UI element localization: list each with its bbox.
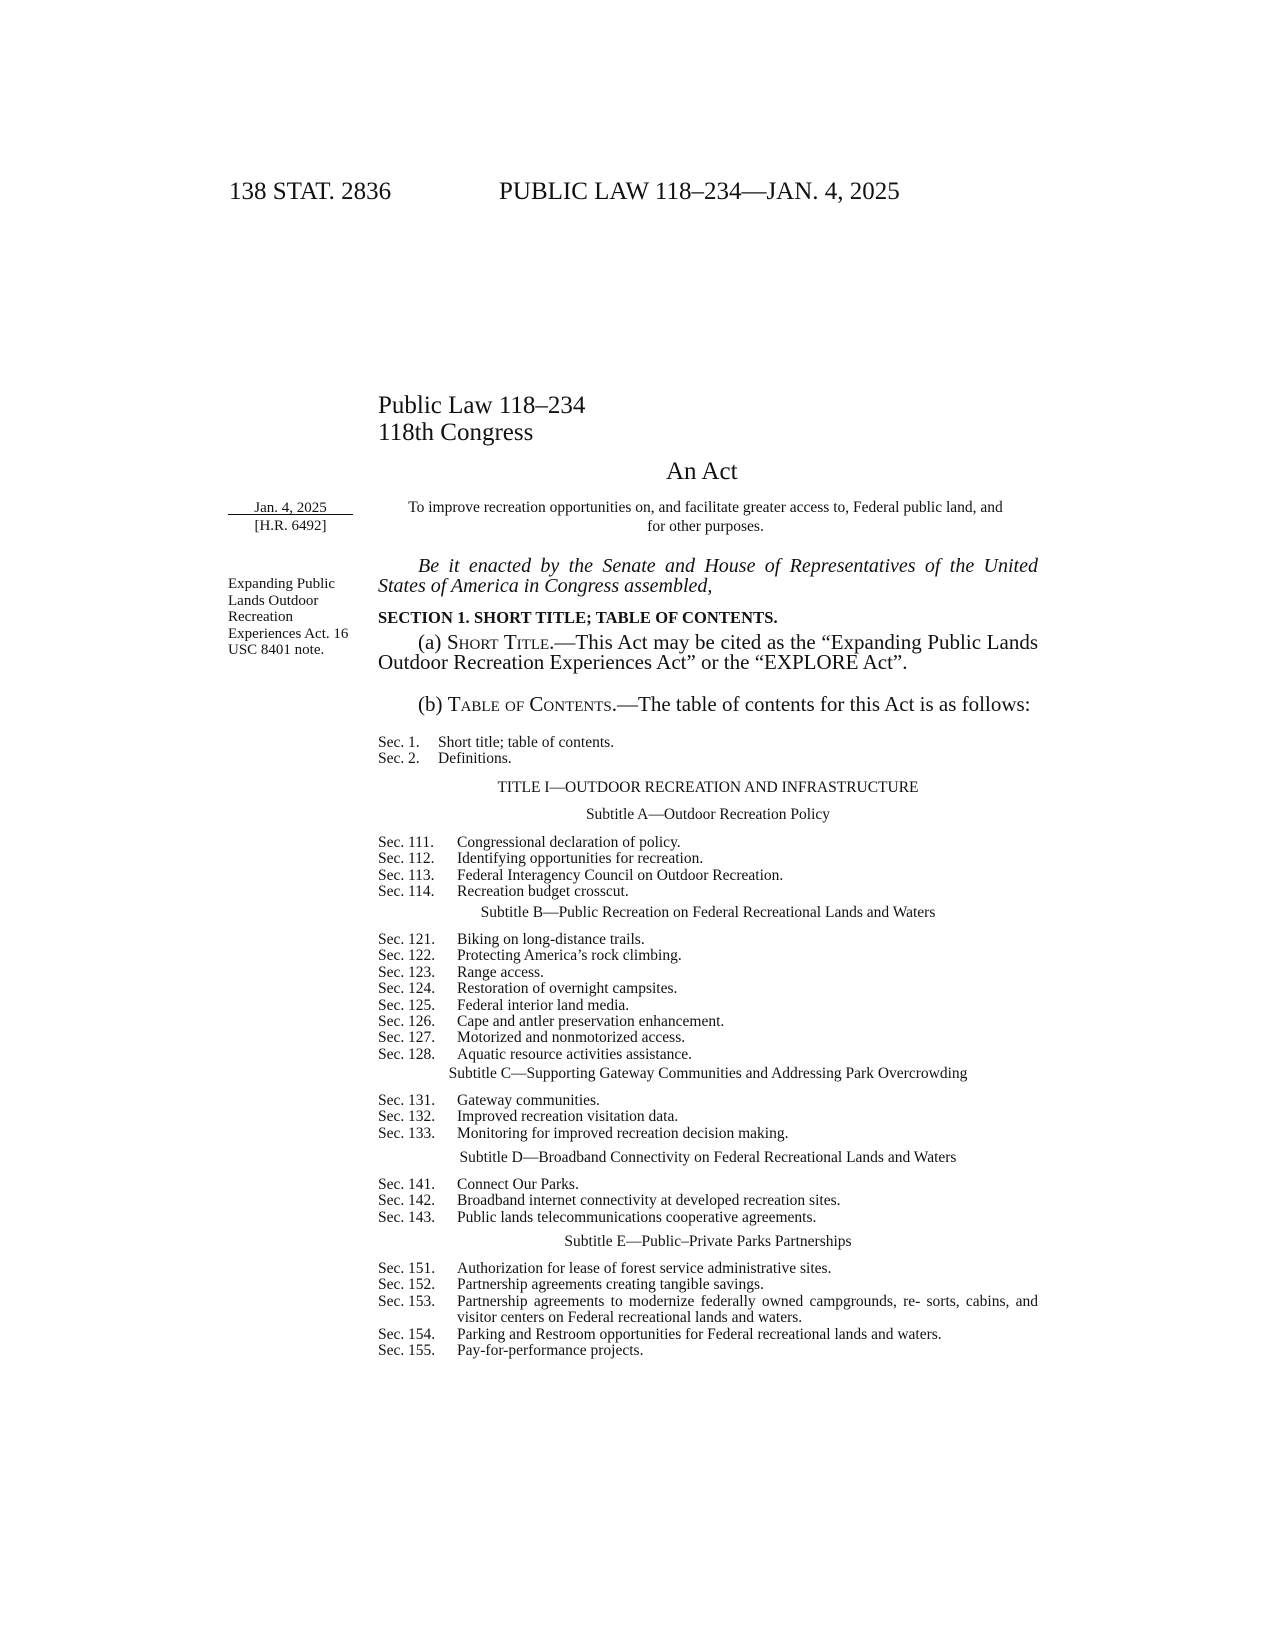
toc-sec-label: Sec. <box>378 963 405 981</box>
toc-sec-title: Public lands telecommunications cooperative agreements. <box>457 1208 817 1226</box>
toc-sec-number: 127. <box>408 1029 436 1047</box>
toc-entry <box>378 965 1038 981</box>
toc-sec-title: Recreation budget crosscut. <box>457 883 629 901</box>
sidenote-bill-number: [H.R. 6492] <box>228 514 353 535</box>
toc-entry <box>378 1210 1038 1226</box>
toc-subtitle-b-list <box>378 932 1038 1063</box>
toc-subtitle-c: Subtitle C—Supporting Gateway Communities and Addressing Park Overcrowding <box>448 1065 968 1082</box>
toc-sec-label: Sec. <box>378 883 405 901</box>
toc-entry <box>378 1343 1038 1359</box>
toc-sec-title: Federal Interagency Council on Outdoor Recreation. <box>457 866 784 884</box>
toc-sec-number: 111. <box>408 834 434 851</box>
toc-sec-number: 133. <box>408 1124 436 1142</box>
toc-sec-label: Sec. <box>378 1292 405 1310</box>
toc-sec-label: Sec. <box>378 947 405 965</box>
toc-sec-title: Partnership agreements creating tangible savings. <box>457 1276 764 1294</box>
paragraph-table-of-contents <box>378 694 1038 714</box>
paragraph-short-title <box>378 632 1038 672</box>
toc-entry <box>378 1294 1038 1327</box>
toc-sec-label: Sec. <box>378 980 405 998</box>
toc-subtitle-a: Subtitle A—Outdoor Recreation Policy <box>585 806 831 823</box>
toc-sec-label: Sec. <box>378 850 405 868</box>
toc-entry <box>378 1126 1038 1142</box>
toc-entry <box>378 1261 1038 1277</box>
toc-sec-label: Sec. <box>378 1045 405 1063</box>
toc-sec-title: Range access. <box>457 963 544 981</box>
toc-sec-title: Motorized and nonmotorized access. <box>457 1029 686 1047</box>
toc-sec-title: Identifying opportunities for recreation. <box>457 850 704 868</box>
toc-sec-title: Congressional declaration of policy. <box>457 834 681 851</box>
toc-sec-number: 1. <box>408 734 420 751</box>
toc-sec-label: Sec. <box>378 750 405 768</box>
toc-subtitle-a-list <box>378 835 1038 901</box>
toc-subtitle-d: Subtitle D—Broadband Connectivity on Federal Recreational Lands and Waters <box>459 1149 957 1166</box>
toc-entry <box>378 981 1038 997</box>
toc-sec-number: 113. <box>408 866 435 884</box>
sidenote-short-title: Expanding Public Lands Outdoor Recreation Experiences Act. 16 USC 8401 note. <box>228 576 349 659</box>
toc-subtitle-e: Subtitle E—Public–Private Parks Partnerships <box>564 1233 852 1250</box>
toc-entry <box>378 751 1038 767</box>
toc-sec-title: Pay-for-performance projects. <box>457 1342 644 1360</box>
toc-sec-label: Sec. <box>378 1013 405 1031</box>
toc-entry <box>378 1030 1038 1046</box>
toc-sec-number: 126. <box>408 1013 436 1031</box>
toc-sec-number: 131. <box>408 1092 436 1109</box>
toc-sec-number: 153. <box>408 1292 436 1310</box>
running-header: PUBLIC LAW 118–234—JAN. 4, 2025 <box>499 178 900 205</box>
toc-entry <box>378 735 1038 751</box>
toc-title-1: TITLE I—OUTDOOR RECREATION AND INFRASTRUCTURE <box>497 779 919 796</box>
para-b-label: (b) <box>418 692 448 716</box>
toc-sec-label: Sec. <box>378 996 405 1014</box>
toc-sec-title: Monitoring for improved recreation decision making. <box>457 1124 789 1142</box>
toc-sec-title: Federal interior land media. <box>457 996 630 1014</box>
toc-subtitle-b: Subtitle B—Public Recreation on Federal Recreational Lands and Waters <box>480 904 936 921</box>
toc-sec-title: Authorization for lease of forest service administrative sites. <box>457 1260 832 1277</box>
toc-entry <box>378 948 1038 964</box>
toc-sec-title: Cape and antler preservation enhancement. <box>457 1013 725 1031</box>
toc-sec-label: Sec. <box>378 1342 405 1360</box>
toc-sec-label: Sec. <box>378 1276 405 1294</box>
toc-sec-number: 2. <box>408 750 420 768</box>
toc-sec-number: 114. <box>408 883 435 901</box>
act-heading: An Act <box>666 458 738 485</box>
para-a-label: (a) <box>418 630 447 654</box>
toc-sec-title: Gateway communities. <box>457 1092 600 1109</box>
toc-entry <box>378 868 1038 884</box>
toc-sec-number: 122. <box>408 947 436 965</box>
purpose-statement: To improve recreation opportunities on, and facilitate greater access to, Federal public land, and for other purposes. <box>408 499 1003 535</box>
toc-sec-number: 128. <box>408 1045 436 1063</box>
toc-sec-label: Sec. <box>378 734 405 751</box>
toc-sec-title: Connect Our Parks. <box>457 1176 579 1193</box>
toc-sec-title: Broadband internet connectivity at developed recreation sites. <box>457 1192 841 1210</box>
toc-sec-label: Sec. <box>378 1029 405 1047</box>
toc-sec-number: 121. <box>408 931 436 948</box>
toc-sec-title: Biking on long-distance trails. <box>457 931 645 948</box>
toc-entry <box>378 884 1038 900</box>
toc-sec-number: 125. <box>408 996 436 1014</box>
toc-sec-label: Sec. <box>378 931 405 948</box>
toc-subtitle-c-list <box>378 1093 1038 1142</box>
page-stat-citation: 138 STAT. 2836 <box>229 178 392 205</box>
toc-sec-label: Sec. <box>378 1325 405 1343</box>
toc-sec-label: Sec. <box>378 866 405 884</box>
toc-entry <box>378 1177 1038 1193</box>
toc-subtitle-d-list <box>378 1177 1038 1226</box>
toc-sec-number: 123. <box>408 963 436 981</box>
public-law-number: Public Law 118–234 <box>378 392 586 419</box>
toc-sec-label: Sec. <box>378 1176 405 1193</box>
toc-sec-title: Short title; table of contents. <box>438 734 615 751</box>
toc-subtitle-e-list <box>378 1261 1038 1359</box>
toc-sec-number: 142. <box>408 1192 436 1210</box>
toc-entry <box>378 851 1038 867</box>
toc-sec-label: Sec. <box>378 834 405 851</box>
toc-sec-label: Sec. <box>378 1208 405 1226</box>
toc-sec-label: Sec. <box>378 1124 405 1142</box>
toc-sec-title: Parking and Restroom opportunities for Federal recreational lands and waters. <box>457 1325 942 1343</box>
toc-sec-number: 124. <box>408 980 436 998</box>
toc-sec-number: 132. <box>408 1108 436 1126</box>
toc-entry <box>378 835 1038 851</box>
toc-sec-number: 154. <box>408 1325 436 1343</box>
toc-entry <box>378 932 1038 948</box>
toc-sec-title: Protecting America’s rock climbing. <box>457 947 682 965</box>
toc-sec-number: 151. <box>408 1260 436 1277</box>
toc-entry <box>378 1047 1038 1063</box>
toc-intro-list <box>378 735 1038 768</box>
toc-entry <box>378 1327 1038 1343</box>
toc-sec-number: 112. <box>408 850 435 868</box>
toc-sec-number: 143. <box>408 1208 436 1226</box>
enacting-clause: Be it enacted by the Senate and House of Representatives of the United States of America in Congress assembled, <box>378 555 1038 597</box>
toc-entry <box>378 1193 1038 1209</box>
toc-sec-label: Sec. <box>378 1092 405 1109</box>
toc-entry <box>378 1014 1038 1030</box>
para-b-text: .—The table of contents for this Act is as follows: <box>611 692 1031 716</box>
toc-sec-title: Definitions. <box>438 750 512 768</box>
sidenote-date: Jan. 4, 2025 <box>254 500 327 516</box>
congress-number: 118th Congress <box>378 419 534 446</box>
toc-sec-title: Partnership agreements to modernize federally owned campgrounds, re- sorts, cabins, and visitor centers on Federal recreational lands and waters. <box>457 1292 1038 1327</box>
toc-entry <box>378 1109 1038 1125</box>
para-a-caption: Short Title <box>446 630 550 654</box>
toc-sec-number: 141. <box>408 1176 436 1193</box>
toc-entry <box>378 1093 1038 1109</box>
toc-entry <box>378 1277 1038 1293</box>
toc-sec-title: Improved recreation visitation data. <box>457 1108 679 1126</box>
toc-entry <box>378 998 1038 1014</box>
toc-sec-number: 155. <box>408 1342 436 1360</box>
toc-sec-title: Aquatic resource activities assistance. <box>457 1045 692 1063</box>
toc-sec-title: Restoration of overnight campsites. <box>457 980 678 998</box>
toc-sec-number: 152. <box>408 1276 436 1294</box>
toc-sec-label: Sec. <box>378 1192 405 1210</box>
para-a-text: .—This Act may be cited as the “Expanding Public Lands Outdoor Recreation Experiences Act” or the “EXPLORE Act”. <box>378 630 1039 674</box>
section-heading: SECTION 1. SHORT TITLE; TABLE OF CONTENTS. <box>378 608 778 627</box>
para-b-caption: Table of Contents <box>447 692 612 716</box>
toc-sec-label: Sec. <box>378 1108 405 1126</box>
toc-sec-label: Sec. <box>378 1260 405 1277</box>
